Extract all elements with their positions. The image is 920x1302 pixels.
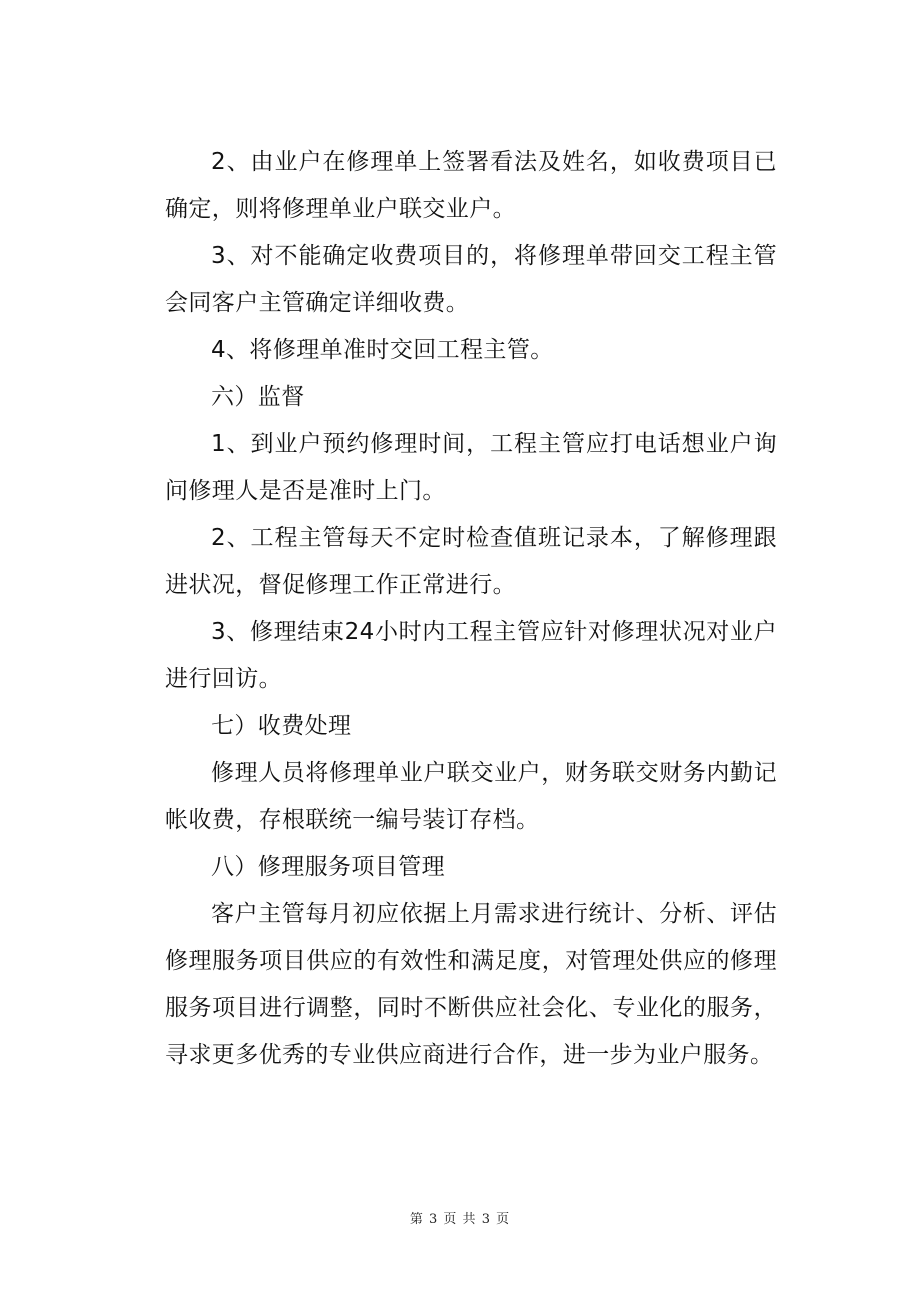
section-heading: 七）收费处理	[211, 713, 352, 739]
section-heading: 八）修理服务项目管理	[211, 854, 445, 880]
paragraph: 4、将修理单准时交回工程主管。	[211, 337, 554, 363]
paragraph: 3、对不能确定收费项目的，将修理单带回交工程主管会同客户主管确定详细收费。	[165, 243, 777, 316]
page-number-footer: 第 3 页 共 3 页	[409, 1212, 511, 1227]
paragraph: 2、由业户在修理单上签署看法及姓名，如收费项目已确定，则将修理单业户联交业户。	[165, 149, 777, 222]
paragraph: 2、工程主管每天不定时检查值班记录本，了解修理跟进状况，督促修理工作正常进行。	[165, 525, 777, 598]
document-body	[165, 139, 777, 1079]
section-heading: 六）监督	[211, 384, 305, 410]
paragraph: 修理人员将修理单业户联交业户，财务联交财务内勤记帐收费，存根联统一编号装订存档。	[165, 760, 777, 833]
paragraph: 1、到业户预约修理时间，工程主管应打电话想业户询问修理人是否是准时上门。	[165, 431, 777, 504]
paragraph: 客户主管每月初应依据上月需求进行统计、分析、评估修理服务项目供应的有效性和满足度，对管理处供应的修理服务项目进行调整，同时不断供应社会化、专业化的服务，寻求更多优秀的专业供应商进行合作，进一步为业户服务。	[165, 901, 777, 1068]
paragraph: 3、修理结束24小时内工程主管应针对修理状况对业户进行回访。	[165, 619, 777, 692]
